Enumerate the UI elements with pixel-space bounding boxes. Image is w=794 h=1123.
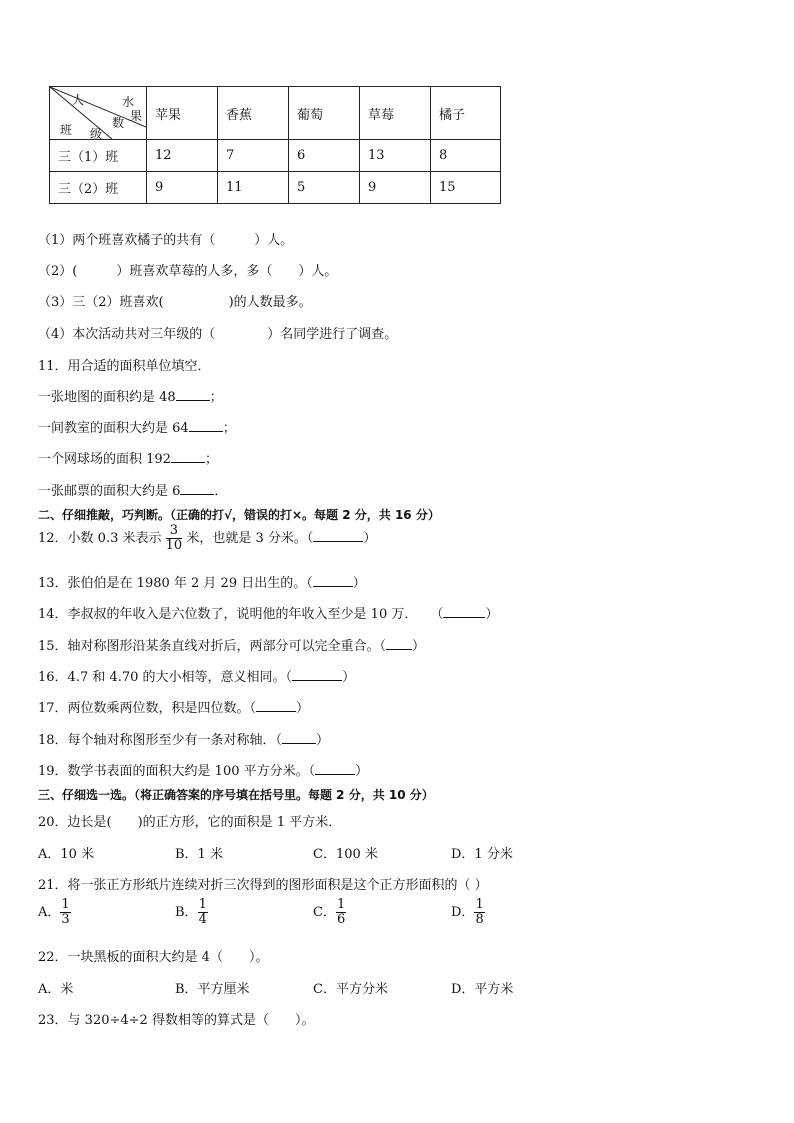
option-d[interactable]: D．平方米 — [451, 982, 514, 997]
table-cell: 9 — [360, 172, 431, 204]
answer-blank[interactable] — [180, 483, 214, 495]
answer-blank[interactable] — [313, 530, 363, 542]
answer-blank[interactable] — [443, 606, 485, 618]
question-21: 21．将一张正方形纸片连续对折三次得到的图形面积是这个正方形面积的（ ） — [38, 878, 488, 893]
q11-line-text: 一个网球场的面积 192 — [38, 452, 171, 467]
table-cell: 11 — [218, 172, 289, 204]
judge-question — [38, 666, 355, 685]
answer-blank[interactable] — [171, 451, 205, 463]
fraction-numerator: 1 — [198, 897, 207, 912]
fraction-numerator: 3 — [166, 524, 183, 539]
table-header-cell: 葡萄 — [289, 87, 360, 140]
judge-question — [38, 572, 366, 591]
q11-line — [38, 386, 223, 405]
question-text: 18．每个轴对称图形至少有一条对称轴．（ — [38, 733, 283, 748]
question-text: 17．两位数乘两位数，积是四位数。（ — [38, 701, 257, 716]
option-a[interactable]: A．米 — [38, 982, 74, 997]
option-a[interactable] — [38, 898, 71, 927]
sub-question: （2）( ）班喜欢草莓的人多，多（ ）人。 — [38, 264, 338, 279]
close-paren: ） — [342, 670, 356, 685]
fraction — [166, 524, 183, 553]
option-b[interactable] — [175, 898, 208, 927]
corner-label: 水 — [122, 95, 135, 109]
q11-line — [38, 417, 236, 436]
question-23: 23．与 320÷4÷2 得数相等的算式是（ ）。 — [38, 1013, 315, 1028]
question-text: 13．张伯伯是在 1980 年 2 月 29 日出生的。（ — [38, 576, 313, 591]
fraction-numerator: 1 — [475, 897, 484, 912]
table-cell: 7 — [218, 140, 289, 172]
judge-question — [38, 697, 309, 716]
question-text: 14．李叔叔的年收入是六位数了，说明他的年收入至少是 10 万． （ — [38, 607, 444, 622]
table-header-row — [50, 87, 501, 140]
table-row — [50, 140, 501, 172]
option-d[interactable]: D．1 分米 — [451, 847, 513, 862]
fraction-numerator: 1 — [61, 897, 70, 912]
close-paren: ） — [296, 701, 310, 716]
judge-question — [38, 760, 368, 779]
answer-blank[interactable] — [292, 669, 342, 681]
table-cell: 15 — [431, 172, 501, 204]
option-label: B． — [175, 905, 198, 920]
answer-blank[interactable] — [386, 638, 412, 650]
table-cell: 12 — [147, 140, 218, 172]
table-header-cell: 草莓 — [360, 87, 431, 140]
fraction-denominator: 8 — [475, 912, 484, 927]
table-row — [50, 172, 501, 204]
close-paren: ） — [412, 639, 426, 654]
answer-blank[interactable] — [313, 575, 353, 587]
question-11-title: 11．用合适的面积单位填空． — [38, 359, 211, 374]
section-3-title: 三、仔细选一选。（将正确答案的序号填在括号里。每题 2 分，共 10 分） — [38, 788, 434, 802]
sub-question: （3）三（2）班喜欢( )的人数最多。 — [38, 295, 312, 310]
option-c[interactable]: C．平方分米 — [313, 982, 388, 997]
q11-line-text: 一张邮票的面积大约是 6 — [38, 484, 181, 499]
question-text: 15．轴对称图形沿某条直线对折后，两部分可以完全重合。（ — [38, 639, 387, 654]
corner-label: 数 — [112, 116, 125, 130]
table-header-cell: 橘子 — [431, 87, 501, 140]
close-paren: ） — [316, 733, 330, 748]
fraction-denominator: 10 — [165, 538, 183, 553]
q11-line-end: ； — [204, 452, 218, 467]
answer-blank[interactable] — [282, 732, 316, 744]
q11-line-text: 一张地图的面积约是 48 — [38, 390, 176, 405]
q12-prefix: 12．小数 0.3 米表示 — [38, 531, 162, 546]
sub-question: （4）本次活动共对三年级的（ ）名同学进行了调查。 — [38, 327, 398, 342]
section-2-title: 二、仔细推敲，巧判断。（正确的打√，错误的打×。每题 2 分，共 16 分） — [38, 508, 440, 522]
sub-question: （1）两个班喜欢橘子的共有（ ）人。 — [38, 233, 294, 248]
fraction-denominator: 6 — [336, 912, 346, 927]
table-cell: 13 — [360, 140, 431, 172]
judge-question — [38, 603, 498, 622]
corner-label: 人 — [72, 93, 85, 107]
corner-label: 果 — [130, 109, 143, 123]
option-c[interactable]: C．100 米 — [313, 847, 378, 862]
option-b[interactable]: B．平方厘米 — [175, 982, 250, 997]
q11-line — [38, 480, 227, 499]
table-cell: 8 — [431, 140, 501, 172]
fraction — [60, 898, 70, 927]
question-20: 20．边长是( )的正方形，它的面积是 1 平方米． — [38, 815, 342, 830]
fraction-denominator: 3 — [61, 912, 70, 927]
table-cell: 5 — [289, 172, 360, 204]
fraction-denominator: 4 — [198, 912, 207, 927]
option-c[interactable] — [313, 898, 346, 927]
close-paren: ） — [485, 607, 499, 622]
table-corner-cell — [50, 87, 147, 140]
fraction — [474, 898, 484, 927]
close-paren: ） — [352, 576, 366, 591]
fraction — [198, 898, 208, 927]
table-cell: 6 — [289, 140, 360, 172]
option-d[interactable] — [451, 898, 485, 927]
fraction — [336, 898, 346, 927]
answer-blank[interactable] — [256, 700, 296, 712]
q11-line-text: 一间教室的面积大约是 64 — [38, 421, 189, 436]
q11-line — [38, 448, 218, 467]
question-text: 16．4.7 和 4.70 的大小相等，意义相同。（ — [38, 670, 293, 685]
corner-label: 级 — [90, 127, 103, 141]
judge-question — [38, 729, 329, 748]
answer-blank[interactable] — [315, 763, 355, 775]
table-header-cell: 苹果 — [147, 87, 218, 140]
option-label: A． — [38, 905, 61, 920]
question-22: 22．一块黑板的面积大约是 4（ ）。 — [38, 950, 269, 965]
answer-blank[interactable] — [176, 389, 210, 401]
fruit-preference-table — [49, 86, 501, 204]
table-cell: 9 — [147, 172, 218, 204]
judge-question — [38, 635, 425, 654]
option-b[interactable]: B．1 米 — [175, 847, 223, 862]
table-header-cell: 香蕉 — [218, 87, 289, 140]
answer-blank[interactable] — [189, 420, 223, 432]
table-row-label: 三（2）班 — [50, 172, 147, 204]
corner-label: 班 — [60, 123, 73, 137]
q11-line-end: ； — [222, 421, 236, 436]
option-a[interactable]: A．10 米 — [38, 847, 95, 862]
close-paren: ） — [363, 531, 377, 546]
table-row-label: 三（1）班 — [50, 140, 147, 172]
question-12 — [38, 524, 376, 553]
q12-suffix: 米，也就是 3 分米。（ — [186, 531, 314, 546]
fraction-numerator: 1 — [336, 897, 346, 912]
q11-line-end: ； — [209, 390, 223, 405]
option-label: D． — [451, 905, 475, 920]
q11-line-end: ． — [214, 484, 228, 499]
close-paren: ） — [355, 764, 369, 779]
question-text: 19．数学书表面的面积大约是 100 平方分米。（ — [38, 764, 316, 779]
option-label: C． — [313, 905, 336, 920]
